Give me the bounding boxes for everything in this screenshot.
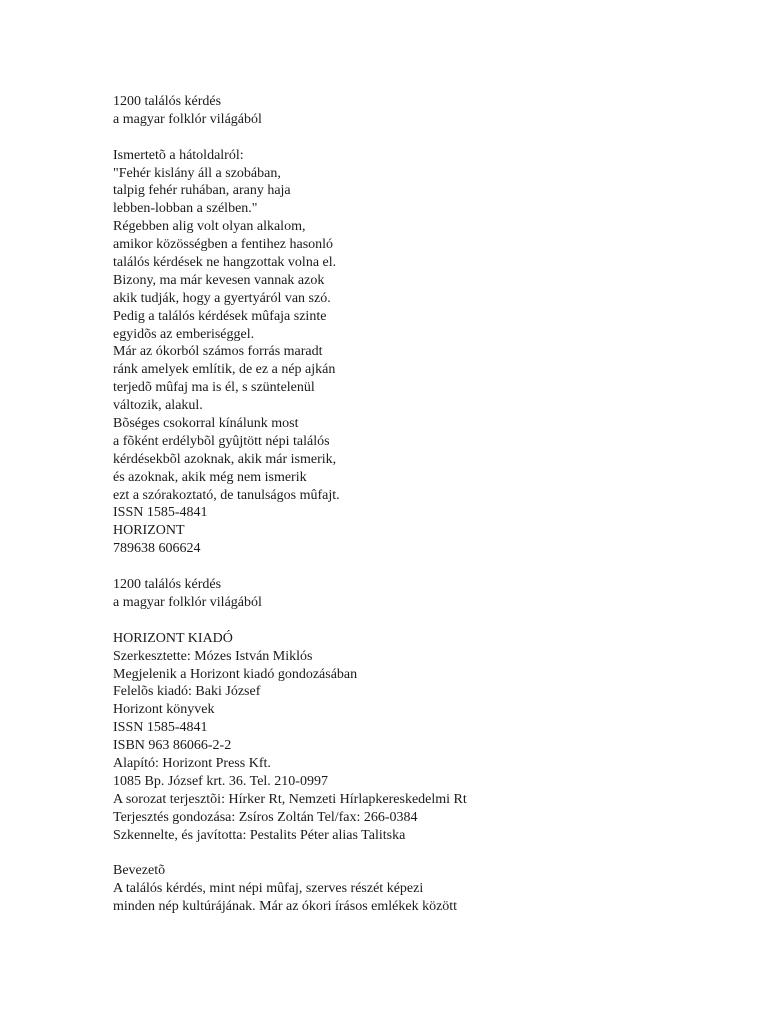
text-line: kérdésekbõl azoknak, akik már ismerik,	[113, 451, 337, 467]
text-line: egyidõs az emberiséggel.	[113, 326, 255, 342]
text-line: akik tudják, hogy a gyertyáról van szó.	[113, 290, 331, 306]
imprint-line: Szerkesztette: Mózes István Miklós	[113, 648, 313, 664]
text-line: Régebben alig volt olyan alkalom,	[113, 219, 306, 235]
title-line: 1200 találós kérdés	[113, 94, 222, 109]
imprint-publisher: HORIZONT KIADÓ	[113, 630, 233, 646]
text-line: talpig fehér ruhában, arany haja	[113, 183, 291, 199]
text-line: és azoknak, akik még nem ismerik	[113, 469, 307, 485]
imprint-line: A sorozat terjesztõi: Hírker Rt, Nemzeti Hírlapkereskedelmi Rt	[113, 791, 467, 807]
text-line: találós kérdések ne hangzottak volna el.	[113, 255, 337, 271]
text-line: Bizony, ma már kevesen vannak azok	[113, 272, 325, 288]
issn-line: ISSN 1585-4841	[113, 505, 208, 521]
text-line: lebben-lobban a szélben."	[113, 201, 258, 217]
subtitle-line: a magyar folklór világából	[113, 594, 262, 610]
imprint-line: 1085 Bp. József krt. 36. Tel. 210-0997	[113, 773, 328, 789]
paragraph-gap	[113, 612, 733, 630]
subtitle-line: a magyar folklór világából	[113, 111, 262, 127]
imprint-line: Alapító: Horizont Press Kft.	[113, 755, 271, 771]
text-line: Már az ókorból számos forrás maradt	[113, 344, 323, 360]
text-line: ránk amelyek említik, de ez a nép ajkán	[113, 362, 336, 378]
publisher-line: HORIZONT	[113, 523, 185, 539]
intro-heading: Bevezetõ	[113, 863, 166, 879]
barcode-number-line: 789638 606624	[113, 541, 201, 557]
intro-line: minden nép kultúrájának. Már az ókori írásos emlékek között	[113, 899, 458, 915]
imprint-line: Felelõs kiadó: Baki József	[113, 684, 261, 700]
text-line: Pedig a találós kérdések mûfaja szinte	[113, 308, 327, 324]
paragraph-gap	[113, 129, 733, 147]
paragraph-gap	[113, 558, 733, 576]
title-block-2	[113, 576, 733, 612]
imprint-line: Szkennelte, és javította: Pestalits Péter alias Talitska	[113, 827, 406, 843]
text-line: változik, alakul.	[113, 398, 203, 414]
imprint-line: ISSN 1585-4841	[113, 720, 208, 736]
text-line: amikor közösségben a fentihez hasonló	[113, 237, 334, 253]
text-line: ezt a szórakoztató, de tanulságos mûfajt.	[113, 487, 340, 503]
intro-block	[113, 862, 733, 916]
paragraph-gap	[113, 844, 733, 862]
title-line: 1200 találós kérdés	[113, 577, 222, 593]
document-page	[113, 93, 733, 916]
imprint-block	[113, 630, 733, 845]
text-line: a fõként erdélybõl gyûjtött népi találós	[113, 433, 330, 449]
text-line: Bõséges csokorral kínálunk most	[113, 416, 299, 432]
imprint-line: Megjelenik a Horizont kiadó gondozásában	[113, 666, 358, 682]
imprint-line: Horizont könyvek	[113, 702, 215, 718]
intro-line: A találós kérdés, mint népi mûfaj, szerves részét képezi	[113, 881, 424, 897]
title-block-1	[113, 93, 733, 129]
imprint-line: ISBN 963 86066-2-2	[113, 738, 232, 754]
text-line: "Fehér kislány áll a szobában,	[113, 165, 281, 181]
text-line: terjedõ mûfaj ma is él, s szüntelenül	[113, 380, 315, 396]
imprint-line: Terjesztés gondozása: Zsíros Zoltán Tel/fax: 266-0384	[113, 809, 418, 825]
back-cover-text	[113, 147, 733, 558]
text-line: Ismertetõ a hátoldalról:	[113, 147, 244, 163]
